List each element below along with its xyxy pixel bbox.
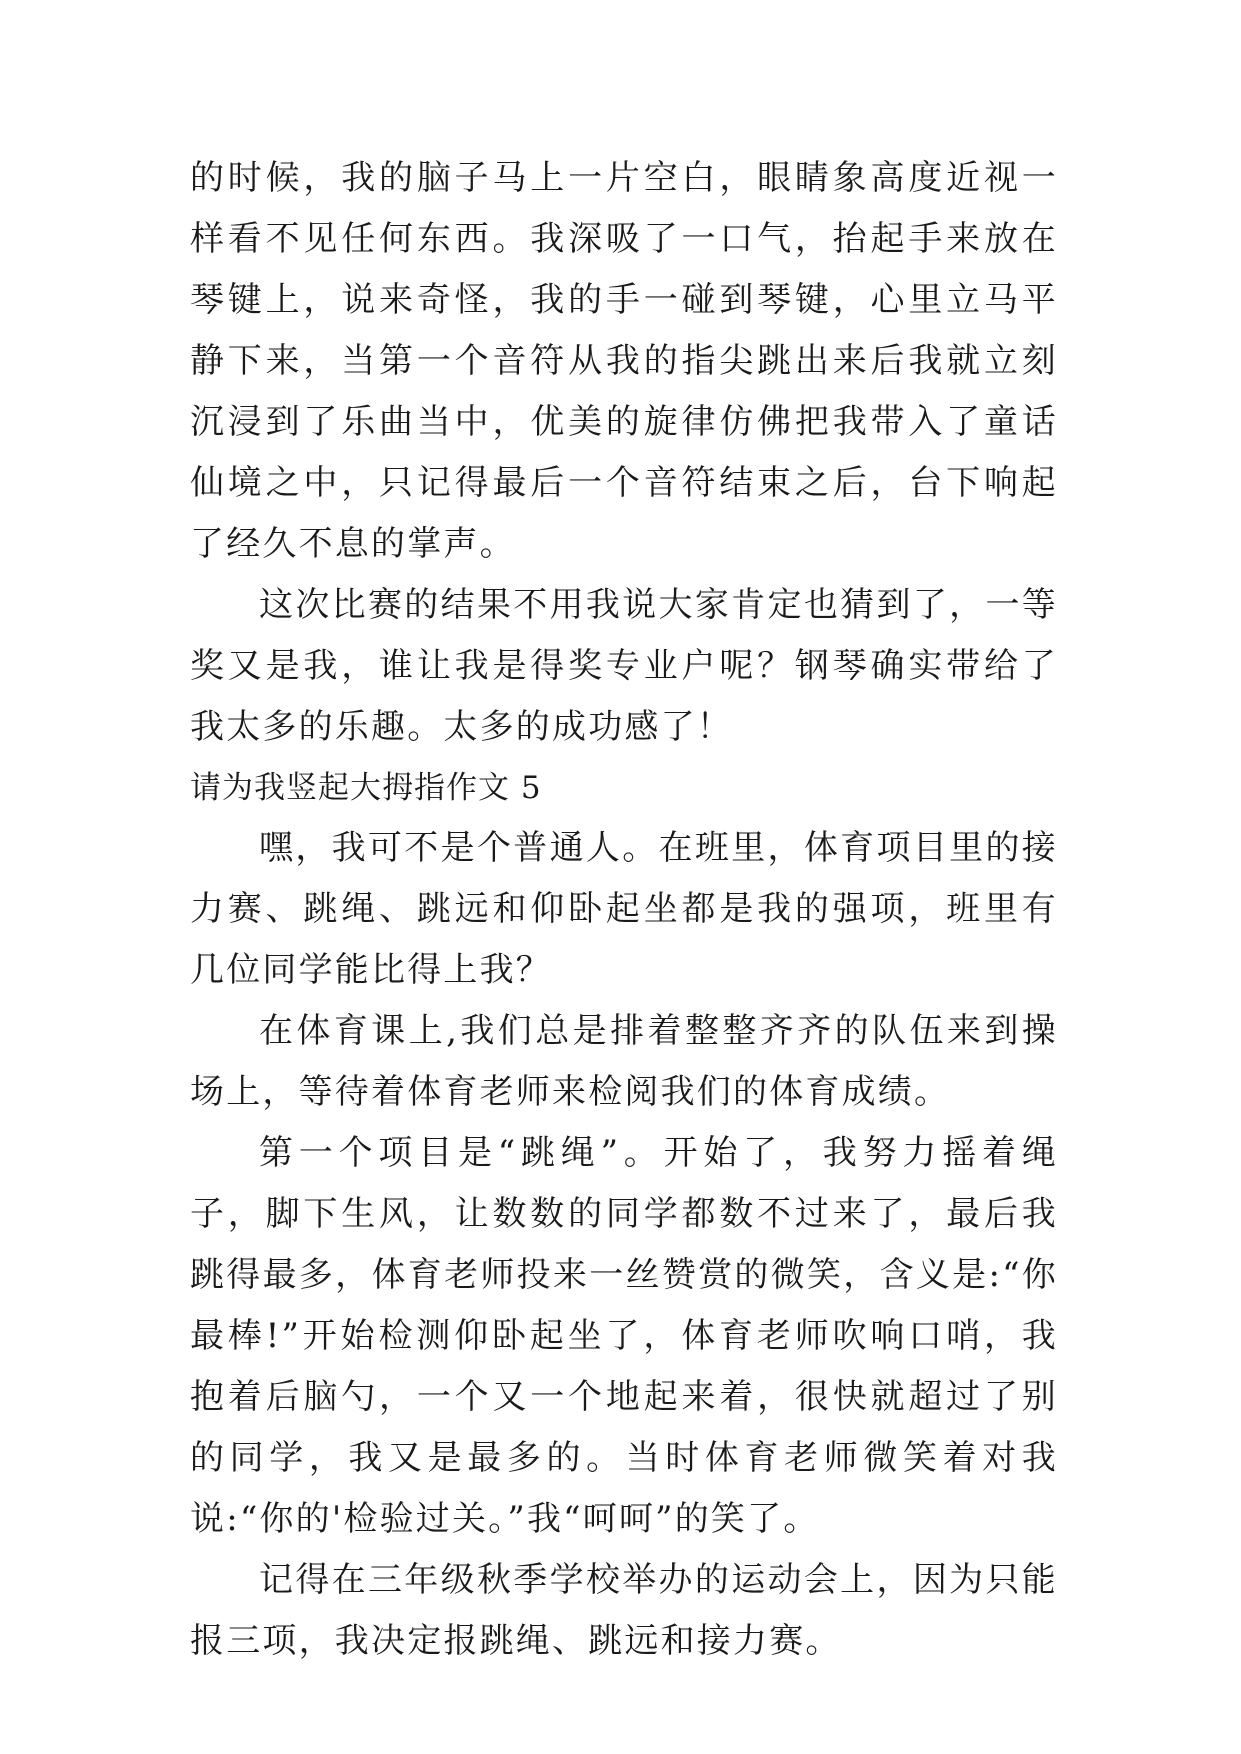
paragraph-jump-rope: 第一个项目是“跳绳”。开始了，我努力摇着绳子，脚下生风，让数数的同学都数不过来了，最后我跳得最多，体育老师投来一丝赞赏的微笑，含义是:“你最棒!”开始检测仰卧起坐了，体育老师吹响口哨，我抱着后脑勺，一个又一个地起来着，很快就超过了别的同学，我又是最多的。当时体育老师微笑着对我说:“你的'检验过关。”我“呵呵”的笑了。 — [190, 1133, 1058, 1539]
section-title: 请为我竖起大拇指作文 5 — [190, 770, 542, 806]
paragraph-sports-meet: 记得在三年级秋季学校举办的运动会上，因为只能报三项，我决定报跳绳、跳远和接力赛。 — [190, 1560, 1058, 1661]
paragraph-competition-result: 这次比赛的结果不用我说大家肯定也猜到了，一等奖又是我，谁让我是得奖专业户呢？钢琴确实带给了我太多的乐趣。太多的成功感了！ — [190, 585, 1058, 747]
paragraph-intro: 嘿，我可不是个普通人。在班里，体育项目里的接力赛、跳绳、跳远和仰卧起坐都是我的强项，班里有几位同学能比得上我？ — [190, 828, 1058, 990]
paragraph-pe-class: 在体育课上,我们总是排着整整齐齐的队伍来到操场上，等待着体育老师来检阅我们的体育成绩。 — [190, 1011, 1058, 1112]
paragraph-piano-performance: 的时候，我的脑子马上一片空白，眼睛象高度近视一样看不见任何东西。我深吸了一口气，抬起手来放在琴键上，说来奇怪，我的手一碰到琴键，心里立马平静下来，当第一个音符从我的指尖跳出来后我就立刻沉浸到了乐曲当中，优美的旋律仿佛把我带入了童话仙境之中，只记得最后一个音符结束之后，台下响起了经久不息的掌声。 — [190, 158, 1058, 564]
document-page — [190, 148, 1058, 1672]
